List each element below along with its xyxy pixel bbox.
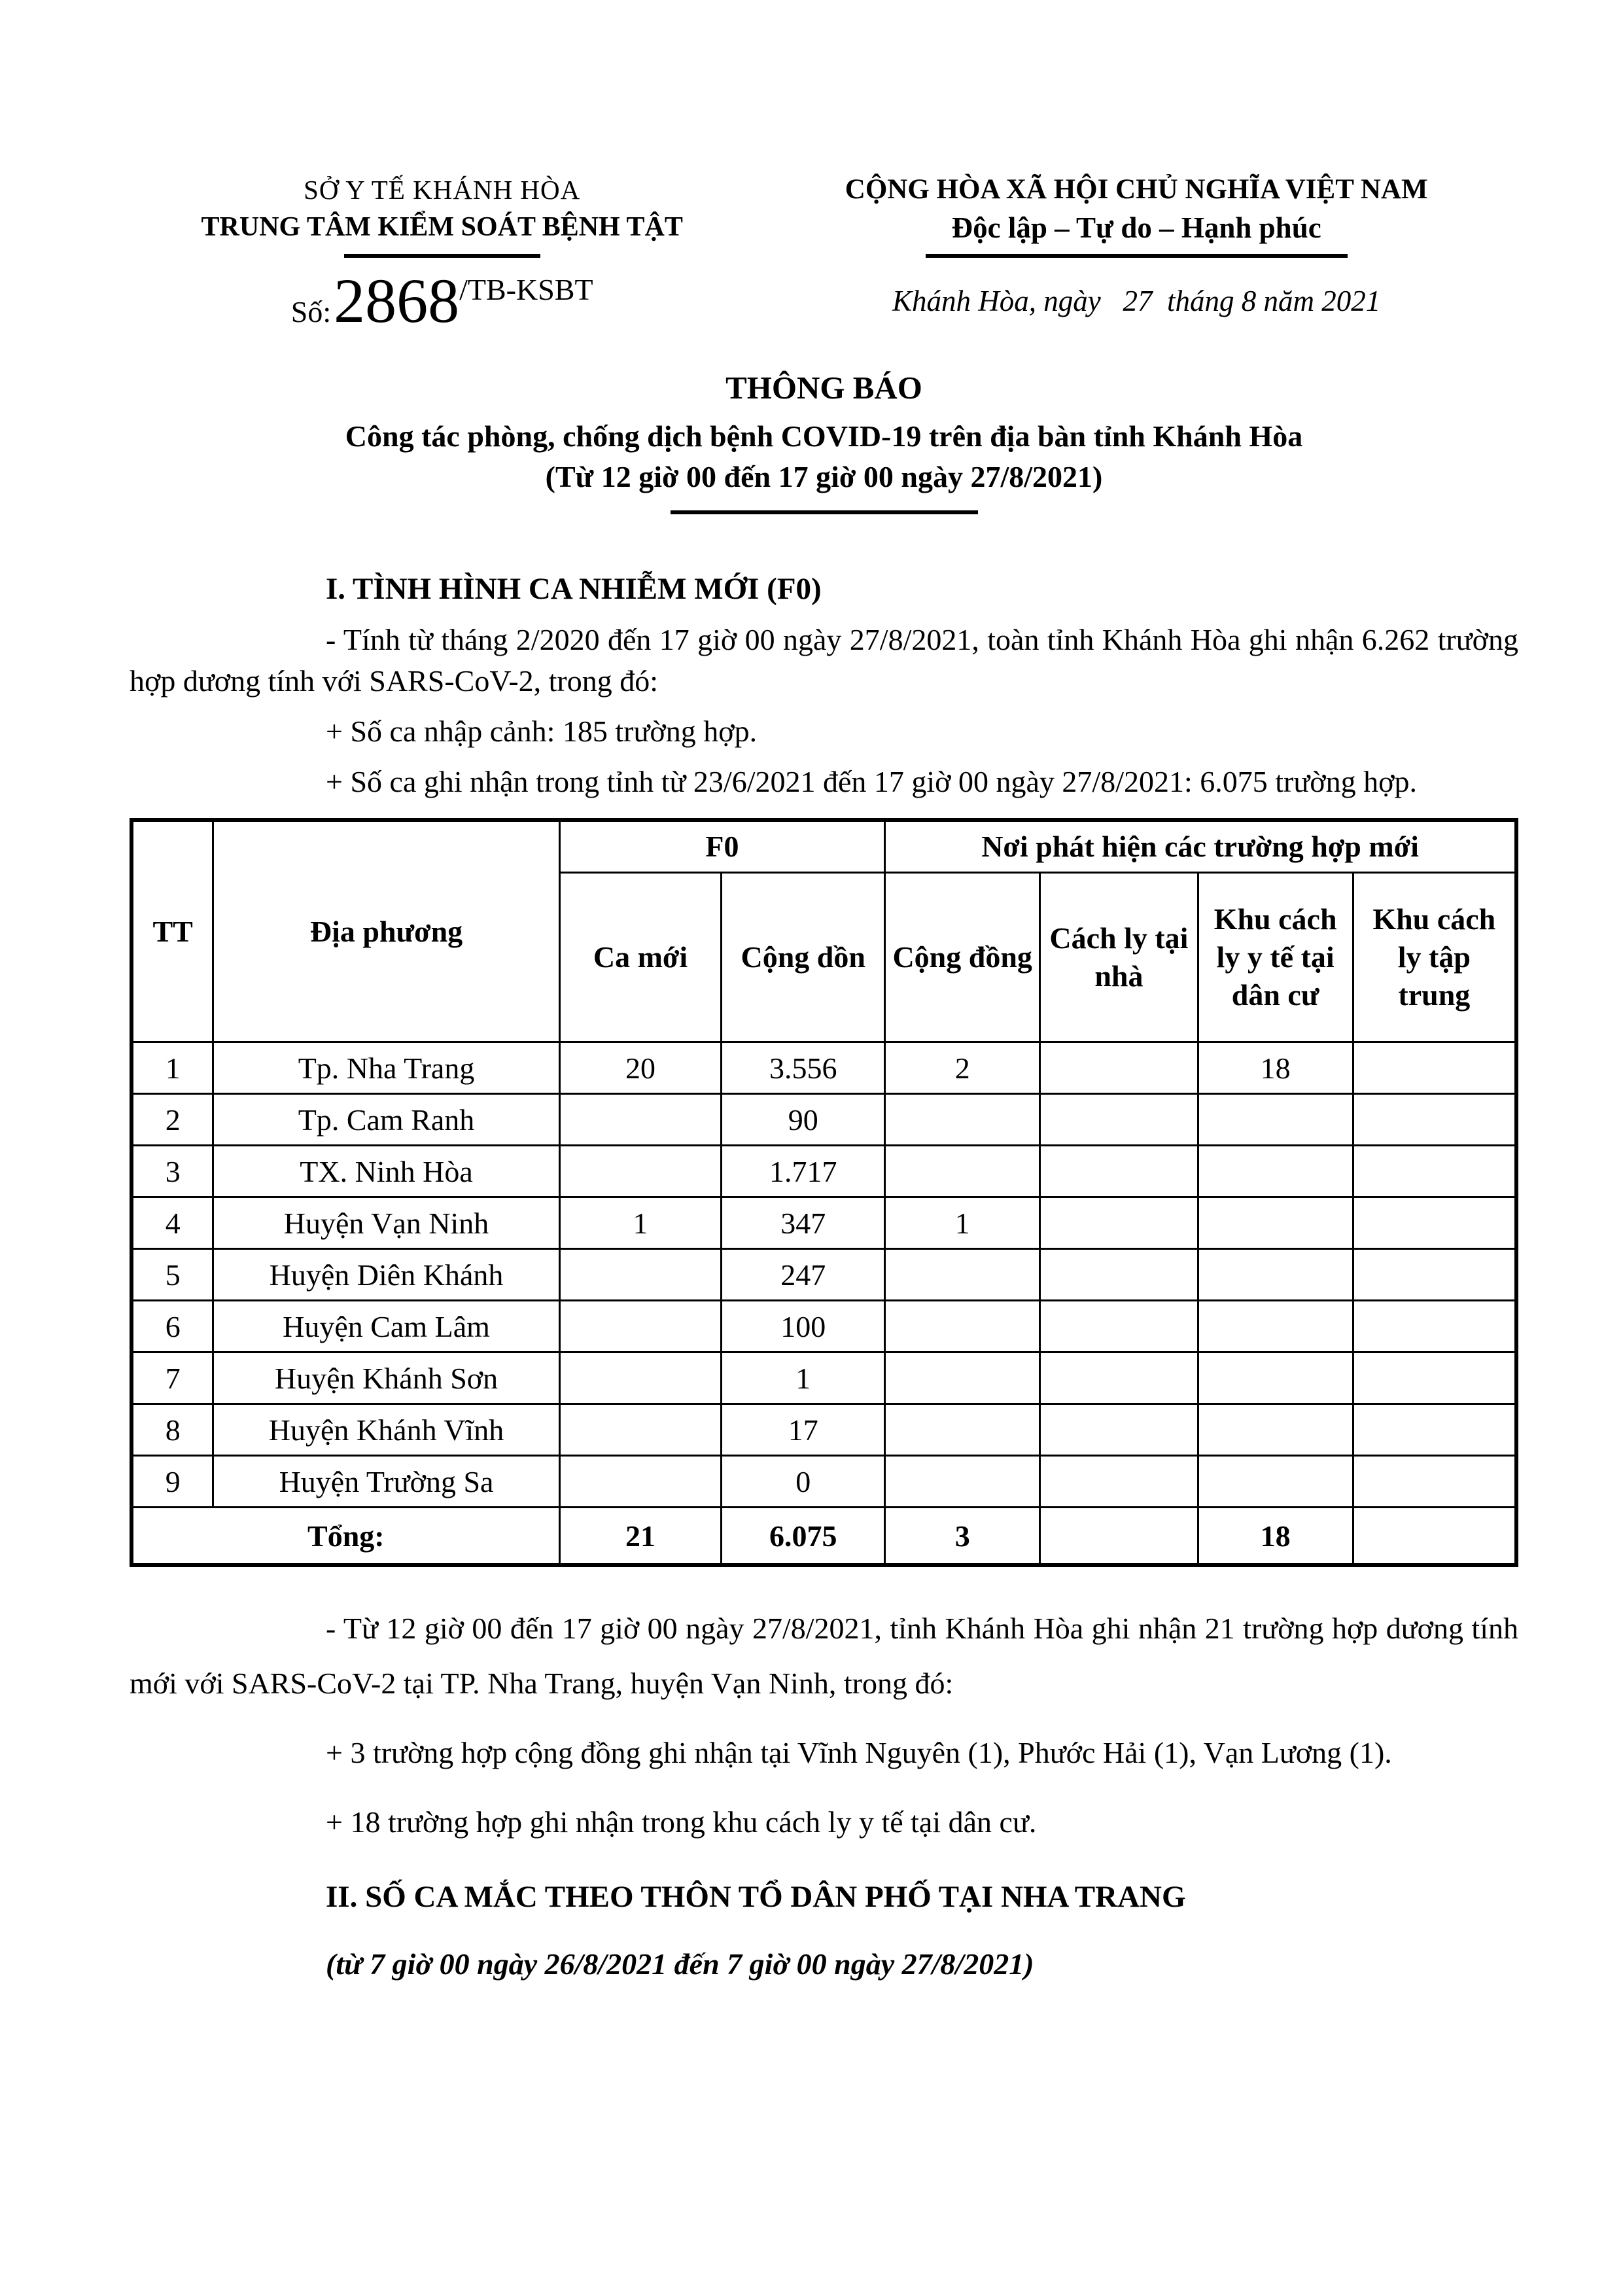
document-date-range: (Từ 12 giờ 00 đến 17 giờ 00 ngày 27/8/2021) (545, 460, 1103, 493)
cell-locality: Huyện Khánh Vĩnh (213, 1404, 559, 1456)
cell-tt: 4 (131, 1197, 213, 1249)
cell-centralized (1353, 1404, 1516, 1456)
cell-cumulative: 347 (722, 1197, 885, 1249)
cell-new: 20 (559, 1042, 722, 1094)
national-header (130, 171, 1518, 258)
cell-community (885, 1456, 1040, 1508)
col-header-medical-quarantine-zone: Khu cách ly y tế tại dân cư (1198, 873, 1353, 1042)
cell-locality: Huyện Diên Khánh (213, 1249, 559, 1301)
cell-locality: Huyện Khánh Sơn (213, 1352, 559, 1404)
total-centralized (1353, 1508, 1516, 1566)
cell-community (885, 1094, 1040, 1146)
cell-cumulative: 247 (722, 1249, 885, 1301)
cell-tt: 3 (131, 1146, 213, 1197)
cell-cumulative: 17 (722, 1404, 885, 1456)
cell-new (559, 1352, 722, 1404)
total-label: Tổng: (131, 1508, 559, 1566)
org-parent-name: SỞ Y TẾ KHÁNH HÒA (304, 175, 581, 205)
cell-centralized (1353, 1352, 1516, 1404)
cell-new: 1 (559, 1197, 722, 1249)
section-1-paragraph-1: - Tính từ tháng 2/2020 đến 17 giờ 00 ngày 27/8/2021, toàn tỉnh Khánh Hòa ghi nhận 6.262 trường hợp dương tính với SARS-CoV-2, trong đó: (130, 623, 1518, 698)
cell-cumulative: 100 (722, 1301, 885, 1352)
cell-medical (1198, 1146, 1353, 1197)
cell-tt: 8 (131, 1404, 213, 1456)
cell-community (885, 1301, 1040, 1352)
table-total-row (131, 1508, 1516, 1566)
cell-community: 1 (885, 1197, 1040, 1249)
title-underline (671, 510, 978, 514)
cell-tt: 2 (131, 1094, 213, 1146)
table-row (131, 1404, 1516, 1456)
org-underline (344, 254, 540, 258)
cell-locality: Huyện Cam Lâm (213, 1301, 559, 1352)
document-number (130, 268, 754, 334)
cell-new (559, 1146, 722, 1197)
cell-locality: Huyện Vạn Ninh (213, 1197, 559, 1249)
col-header-community: Cộng đồng (885, 873, 1040, 1042)
cell-home (1040, 1352, 1198, 1404)
section-2-heading: II. SỐ CA MẮC THEO THÔN TỔ DÂN PHỐ TẠI NHA TRANG (326, 1880, 1186, 1914)
total-home (1040, 1508, 1198, 1566)
section-1-paragraph-2: + Số ca nhập cảnh: 185 trường hợp. (326, 715, 758, 748)
cell-home (1040, 1146, 1198, 1197)
cell-cumulative: 1.717 (722, 1146, 885, 1197)
cell-new (559, 1456, 722, 1508)
table-row (131, 1094, 1516, 1146)
table-row (131, 1197, 1516, 1249)
cell-home (1040, 1249, 1198, 1301)
cell-medical (1198, 1094, 1353, 1146)
summary-paragraph-2: + 3 trường hợp cộng đồng ghi nhận tại Vĩnh Nguyên (1), Phước Hải (1), Vạn Lương (1). (326, 1736, 1392, 1769)
issuing-org-block (130, 171, 754, 258)
cell-centralized (1353, 1456, 1516, 1508)
total-cumulative: 6.075 (722, 1508, 885, 1566)
cell-centralized (1353, 1249, 1516, 1301)
cell-home (1040, 1404, 1198, 1456)
cell-tt: 5 (131, 1249, 213, 1301)
total-community: 3 (885, 1508, 1040, 1566)
col-header-tt: TT (131, 820, 213, 1042)
cell-new (559, 1301, 722, 1352)
col-header-cumulative: Cộng dồn (722, 873, 885, 1042)
cell-community (885, 1146, 1040, 1197)
cell-cumulative: 1 (722, 1352, 885, 1404)
cell-community (885, 1404, 1040, 1456)
cell-medical: 18 (1198, 1042, 1353, 1094)
cell-locality: Huyện Trường Sa (213, 1456, 559, 1508)
cell-locality: Tp. Nha Trang (213, 1042, 559, 1094)
cell-centralized (1353, 1146, 1516, 1197)
cell-tt: 7 (131, 1352, 213, 1404)
cell-medical (1198, 1404, 1353, 1456)
cell-new (559, 1404, 722, 1456)
cell-cumulative: 90 (722, 1094, 885, 1146)
cases-table (130, 818, 1518, 1567)
national-motto-block (754, 171, 1518, 258)
cell-centralized (1353, 1197, 1516, 1249)
cell-medical (1198, 1301, 1353, 1352)
summary-paragraph-1: - Từ 12 giờ 00 đến 17 giờ 00 ngày 27/8/2021, tỉnh Khánh Hòa ghi nhận 21 trường hợp dương tính mới với SARS-CoV-2 tại TP. Nha Trang, huyện Vạn Ninh, trong đó: (130, 1612, 1518, 1700)
national-motto: Độc lập – Tự do – Hạnh phúc (951, 211, 1321, 244)
col-header-locality: Địa phương (213, 820, 559, 1042)
col-header-centralized-quarantine: Khu cách ly tập trung (1353, 873, 1516, 1042)
cell-home (1040, 1197, 1198, 1249)
cell-home (1040, 1301, 1198, 1352)
cell-community (885, 1249, 1040, 1301)
cell-locality: Tp. Cam Ranh (213, 1094, 559, 1146)
total-new: 21 (559, 1508, 722, 1566)
cell-medical (1198, 1197, 1353, 1249)
col-group-f0: F0 (559, 820, 884, 873)
document-number-suffix: /TB-KSBT (459, 273, 593, 306)
cell-centralized (1353, 1094, 1516, 1146)
cell-home (1040, 1042, 1198, 1094)
country-name: CỘNG HÒA XÃ HỘI CHỦ NGHĨA VIỆT NAM (845, 174, 1428, 205)
cell-tt: 6 (131, 1301, 213, 1352)
cell-centralized (1353, 1301, 1516, 1352)
place-date-line: Khánh Hòa, ngày 27 tháng 8 năm 2021 (892, 285, 1381, 317)
document-subtitle: Công tác phòng, chống dịch bệnh COVID-19 trên địa bàn tỉnh Khánh Hòa (345, 419, 1303, 453)
cell-tt: 1 (131, 1042, 213, 1094)
cell-tt: 9 (131, 1456, 213, 1508)
document-number-value: 2868 (334, 266, 460, 336)
table-row (131, 1249, 1516, 1301)
table-header-row-1 (131, 820, 1516, 873)
cell-new (559, 1249, 722, 1301)
cell-medical (1198, 1352, 1353, 1404)
cell-home (1040, 1456, 1198, 1508)
section-2-date-range: (từ 7 giờ 00 ngày 26/8/2021 đến 7 giờ 00 ngày 27/8/2021) (326, 1947, 1034, 1981)
table-row (131, 1301, 1516, 1352)
col-header-new-cases: Ca mới (559, 873, 722, 1042)
cell-home (1040, 1094, 1198, 1146)
cell-community: 2 (885, 1042, 1040, 1094)
col-header-home-quarantine: Cách ly tại nhà (1040, 873, 1198, 1042)
table-row (131, 1146, 1516, 1197)
number-date-row (130, 268, 1518, 334)
section-1-heading: I. TÌNH HÌNH CA NHIỄM MỚI (F0) (326, 572, 822, 606)
cell-centralized (1353, 1042, 1516, 1094)
cell-community (885, 1352, 1040, 1404)
summary-paragraph-3: + 18 trường hợp ghi nhận trong khu cách ly y tế tại dân cư. (326, 1805, 1037, 1839)
col-group-detection-place: Nơi phát hiện các trường hợp mới (885, 820, 1516, 873)
document-number-label: Số: (290, 295, 332, 328)
document-title: THÔNG BÁO (725, 370, 922, 406)
table-row (131, 1352, 1516, 1404)
table-row (131, 1456, 1516, 1508)
total-medical: 18 (1198, 1508, 1353, 1566)
cell-medical (1198, 1249, 1353, 1301)
cell-new (559, 1094, 722, 1146)
cell-medical (1198, 1456, 1353, 1508)
cell-cumulative: 0 (722, 1456, 885, 1508)
org-name: TRUNG TÂM KIỂM SOÁT BỆNH TẬT (201, 212, 683, 242)
section-1-paragraph-3: + Số ca ghi nhận trong tỉnh từ 23/6/2021 đến 17 giờ 00 ngày 27/8/2021: 6.075 trường hợp. (326, 765, 1417, 798)
motto-underline (926, 254, 1348, 258)
cell-locality: TX. Ninh Hòa (213, 1146, 559, 1197)
cell-cumulative: 3.556 (722, 1042, 885, 1094)
table-row (131, 1042, 1516, 1094)
